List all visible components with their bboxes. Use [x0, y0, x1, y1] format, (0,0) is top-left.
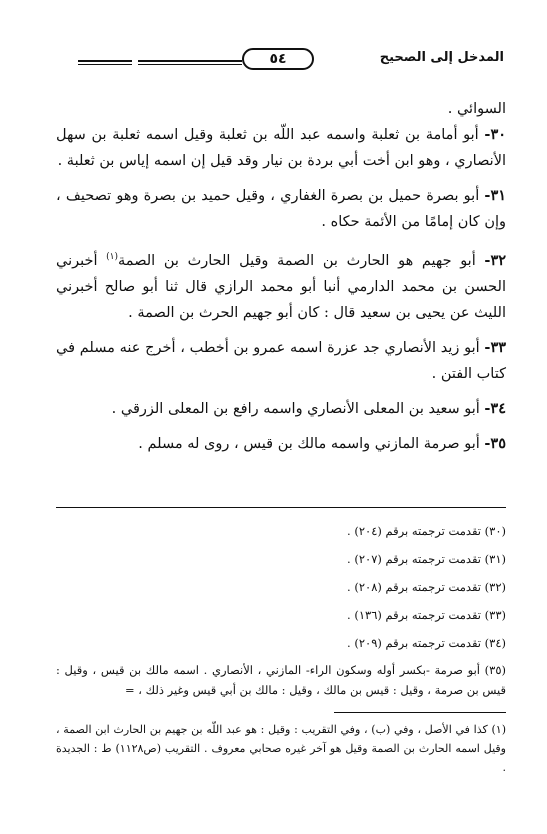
entry-33 [56, 335, 506, 387]
note-35: (٣٥) أبو صرمة -بكسر أوله وسكون الراء- المازني ، الأنصاري . اسمه مالك بن قيس ، وقيل : قيس بن صرمة ، وقيل : قيس بن مالك ، وقيل : مالك بن أبي قيس وغير ذلك ، = [56, 663, 506, 697]
note-32: (٣٢) تقدمت ترجمته برقم (٢٠٨) . [347, 580, 506, 594]
entry-text-continued: أخبرني الحسن بن محمد الدارمي أنبا أبو محمد الرازي قال ثنا أبو صالح أخبرني الليث عن يحيى بن سعيد قال : كان أبو جهيم الحرث بن الصمة . [56, 252, 506, 321]
notes-section [56, 517, 506, 700]
header-rule-right [138, 60, 242, 62]
entry-text: أبو صرمة المازني واسمه مالك بن قيس ، روى له مسلم . [138, 435, 480, 452]
notes-divider [56, 507, 506, 508]
entry-text: أبو بصرة حميل بن بصرة الغفاري ، وقيل حميد بن بصرة وهو تصحيف ، وإن كان إمامًا من الأئمة حكاه . [56, 188, 506, 230]
note-31: (٣١) تقدمت ترجمته برقم (٢٠٧) . [347, 552, 506, 566]
header-rule-right-thin [138, 64, 242, 65]
running-header [58, 46, 504, 76]
paragraph-continuation: السوائي . [447, 101, 506, 117]
footnote-1: (١) كذا في الأصل ، وفي (ب) ، وفي التقريب : وقيل : هو عبد اللّه بن جهيم بن الحارث ابن الصمة ، وقيل اسمه الحارث بن الصمة وقيل هو آخر غيره صحابي معروف . التقريب (ص١١٢٨) ط : الجديدة . [56, 723, 506, 774]
header-title: المدخل إلى الصحيح [379, 50, 504, 65]
note-34: (٣٤) تقدمت ترجمته برقم (٢٠٩) . [347, 636, 506, 650]
entry-35 [56, 431, 506, 457]
note-33: (٣٣) تقدمت ترجمته برقم (١٣٦) . [347, 608, 506, 622]
entry-number: ٣٣- [484, 338, 507, 356]
entry-31 [56, 183, 506, 235]
header-rule-left-thin [78, 64, 132, 65]
page-number: ٥٤ [242, 48, 314, 70]
entry-34 [56, 396, 506, 422]
note-30: (٣٠) تقدمت ترجمته برقم (٢٠٤) . [347, 524, 506, 538]
main-text [56, 96, 506, 457]
entry-number: ٣٤- [484, 399, 506, 417]
entry-text: أبو أمامة بن ثعلبة واسمه عبد اللّه بن ثعلبة وقيل اسمه ثعلبة بن سهل الأنصاري ، وهو ابن أخت أبي بردة بن نيار وقد قيل إن اسمه إياس بن ثعلبة . [56, 127, 506, 169]
entry-30 [56, 122, 506, 174]
footnote-section [56, 720, 506, 777]
entry-32 [56, 244, 506, 326]
footnote-reference: (١) [106, 252, 119, 262]
entry-number: ٣٠- [484, 126, 507, 143]
entry-number: ٣١- [484, 187, 507, 204]
header-rule-left [78, 60, 132, 62]
entry-number: ٣٢- [484, 251, 507, 269]
entry-number: ٣٥- [484, 434, 506, 452]
footnote-divider [334, 712, 506, 713]
entry-text: أبو سعيد بن المعلى الأنصاري واسمه رافع بن المعلى الزرقي . [111, 400, 480, 417]
entry-text: أبو جهيم هو الحارث بن الصمة وقيل الحارث بن الصمة [118, 252, 476, 269]
entry-text: أبو زيد الأنصاري جد عزرة اسمه عمرو بن أخطب ، أخرج عنه مسلم في كتاب الفتن . [56, 339, 506, 382]
